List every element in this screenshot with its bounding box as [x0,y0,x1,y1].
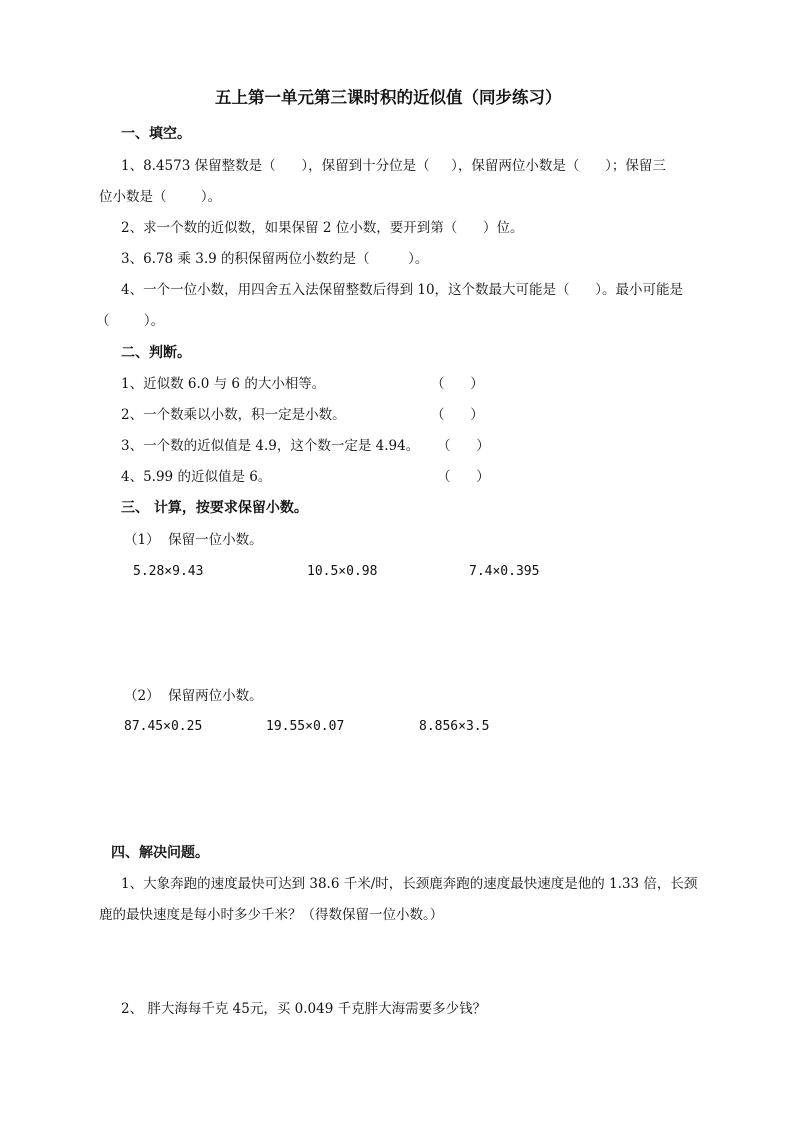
solve-q2: 2、 胖大海每千克 45元，买 0.049 千克胖大海需要多少钱？ [121,1001,487,1017]
calc-part2-item-2: 19.55×0.07 [266,719,345,734]
judge-item-2: 2、一个数乘以小数，积一定是小数。 [121,407,346,423]
fill-q4-line1: 4、一个一位小数，用四舍五入法保留整数后得到 10，这个数最大可能是（ ）。最小可能是 [121,282,684,298]
judge-item-1: 1、近似数 6.0 与 6 的大小相等。 [121,376,326,392]
calc-part1-item-1: 5.28×9.43 [133,564,204,579]
calc-part2-label: （2） 保留两位小数。 [124,688,263,704]
solve-q1-line1: 1、大象奔跑的速度最快可达到 38.6 千米/时，长颈鹿奔跑的速度最快速度是他的 1.33 倍，长颈 [121,876,698,892]
solve-q1-line2: 鹿的最快速度是每小时多少千米？（得数保留一位小数。） [99,907,444,923]
fill-q1-line1: 1、8.4573 保留整数是（ ），保留到十分位是（ ），保留两位小数是（ ）；保留三 [121,158,666,174]
fill-q3: 3、6.78 乘 3.9 的积保留两位小数约是（ ）。 [121,251,429,267]
judge-bracket-1: （ ） [431,376,484,392]
section-heading-judge: 二、判断。 [121,345,191,361]
judge-item-3: 3、一个数的近似值是 4.9，这个数一定是 4.94。 [121,438,420,454]
page-title: 五上第一单元第三课时积的近似值（同步练习） [215,88,562,107]
section-heading-solve: 四、解决问题。 [111,845,209,861]
calc-part2-item-1: 87.45×0.25 [124,719,203,734]
calc-part1-label: （1） 保留一位小数。 [124,532,263,548]
fill-q1-line2: 位小数是（ ）。 [99,189,222,205]
calc-part1-item-3: 7.4×0.395 [469,564,540,579]
judge-item-4: 4、5.99 的近似值是 6。 [121,469,272,485]
calc-part1-item-2: 10.5×0.98 [307,564,378,579]
calc-part2-item-3: 8.856×3.5 [419,719,490,734]
judge-bracket-2: （ ） [431,407,484,423]
section-heading-calc: 三、 计算，按要求保留小数。 [121,500,308,516]
fill-q4-line2: （ ）。 [96,313,165,329]
section-heading-fill: 一、填空。 [121,126,191,142]
judge-bracket-3: （ ） [437,438,490,454]
judge-bracket-4: （ ） [437,469,490,485]
fill-q2: 2、求一个数的近似数，如果保留 2 位小数，要开到第（ ）位。 [121,220,524,236]
